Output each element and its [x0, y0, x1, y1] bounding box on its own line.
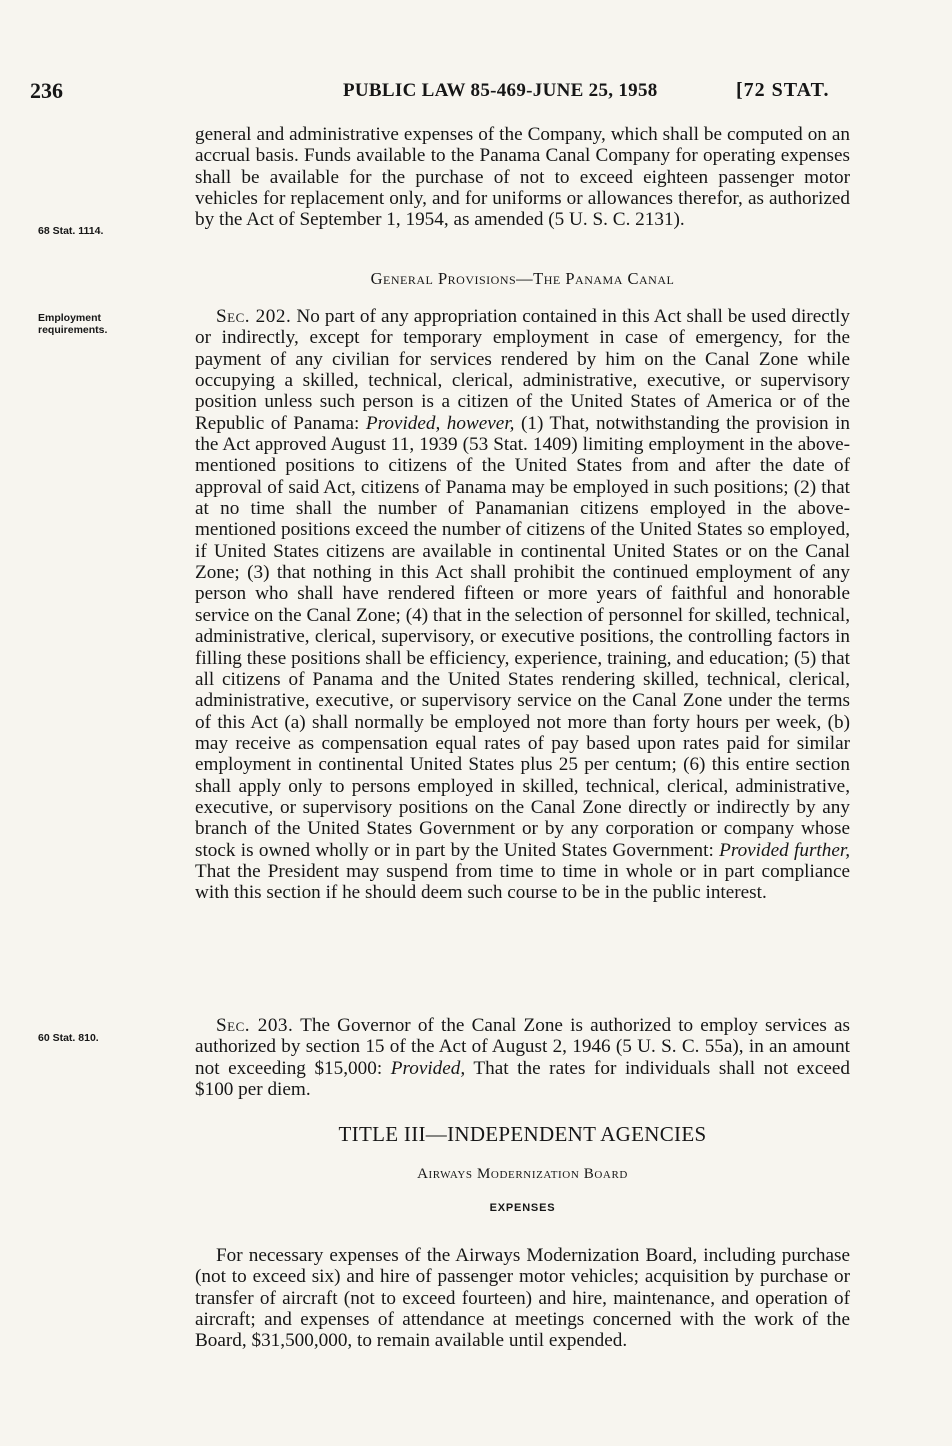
margin-note-employment: Employment requirements.	[38, 312, 108, 336]
section-202-proviso-2: Provided further,	[719, 839, 850, 861]
section-203-proviso: Provided,	[390, 1057, 466, 1079]
paragraph-airways	[195, 1245, 850, 1352]
section-203	[195, 1015, 850, 1100]
running-title: PUBLIC LAW 85-469-JUNE 25, 1958	[343, 80, 658, 101]
section-203-part-b: That the rates for individuals shall not exceed $100 per diem.	[195, 1057, 850, 1101]
section-202-part-c: That the President may suspend from time to time in whole or in part compliance with this section if he should deem such course to be in the public interest.	[195, 860, 850, 904]
page-number: 236	[30, 78, 63, 103]
section-202	[195, 306, 850, 904]
title-iii-heading: TITLE III—INDEPENDENT AGENCIES	[338, 1122, 707, 1146]
section-202-text	[195, 306, 850, 904]
paragraph-airways-text: For necessary expenses of the Airways Modernization Board, including purchase (not to exceed six) and hire of passenger motor vehicles; acquisition by purchase or transfer of aircraft (not to exceed fourteen) and hire, maintenance, and operation of aircraft; and expenses of attendance at meetings concerned with the work of the Board, $31,500,000, to remain available until expended.	[195, 1245, 850, 1352]
section-202-label: Sec. 202.	[216, 306, 292, 327]
margin-note-68-stat: 68 Stat. 1114.	[38, 225, 104, 237]
general-provisions-heading: General Provisions—The Panama Canal	[370, 269, 675, 288]
airways-board-heading: Airways Modernization Board	[417, 1166, 628, 1182]
paragraph-top	[195, 124, 850, 231]
margin-note-60-stat: 60 Stat. 810.	[38, 1032, 99, 1044]
page-header	[0, 78, 952, 106]
expenses-heading: EXPENSES	[489, 1202, 556, 1214]
paragraph-top-text: general and administrative expenses of the Company, which shall be computed on an accrual basis. Funds available to the Panama Canal Company for operating expenses shall be available for the purchase of not to exceed eighteen passenger motor vehicles for replacement only, and for uniforms or allowances therefor, as authorized by the Act of September 1, 1954, as amended (5 U. S. C. 2131).	[195, 124, 850, 231]
statute-reference: [72 STAT.	[736, 79, 830, 101]
section-202-part-a: No part of any appropriation contained in this Act shall be used directly or indirectly, except for temporary employment in case of emergency, for the payment of any civilian for services rendered by him on the Canal Zone while occupying a skilled, technical, clerical, administrative, executive, or supervisory position unless such person is a citizen of the United States of America or of the Republic of Panama:	[195, 306, 850, 434]
section-202-part-b: (1) That, notwithstanding the provision in the Act approved August 11, 1939 (53 Stat. 1409) limiting employment in the above-mentioned positions to citizens of the United States from and after the date of approval of said Act, citizens of Panama may be employed in such positions; (2) that at no time shall the number of Panamanian citizens employed in the above-mentioned positions exceed the number of citizens of the United States so employed, if United States citizens are available in continental United States or on the Canal Zone; (3) that nothing in this Act shall prohibit the continued employment of any person who shall have rendered fifteen or more years of faithful and honorable service on the Canal Zone; (4) that in the selection of personnel for skilled, technical, administrative, clerical, supervisory, or executive positions, the controlling factors in filling these positions shall be efficiency, experience, training, and education; (5) that all citizens of Panama and the United States rendering skilled, technical, clerical, administrative, executive, or supervisory service on the Canal Zone under the terms of this Act (a) shall normally be employed not more than forty hours per week, (b) may receive as compensation equal rates of pay based upon rates paid for similar employment in continental United States plus 25 per centum; (6) this entire section shall apply only to persons employed in skilled, technical, clerical, administrative, executive, or supervisory positions on the Canal Zone directly or indirectly by any branch of the United States Government or by any corporation or company whose stock is owned wholly or in part by the United States Government:	[195, 412, 851, 861]
section-203-part-a: The Governor of the Canal Zone is authorized to employ services as authorized by section 15 of the Act of August 2, 1946 (5 U. S. C. 55a), in an amount not exceeding $15,000:	[195, 1015, 850, 1079]
section-203-label: Sec. 203.	[216, 1015, 294, 1036]
section-203-text	[195, 1015, 850, 1100]
section-202-proviso-1: Provided, however,	[365, 412, 515, 434]
